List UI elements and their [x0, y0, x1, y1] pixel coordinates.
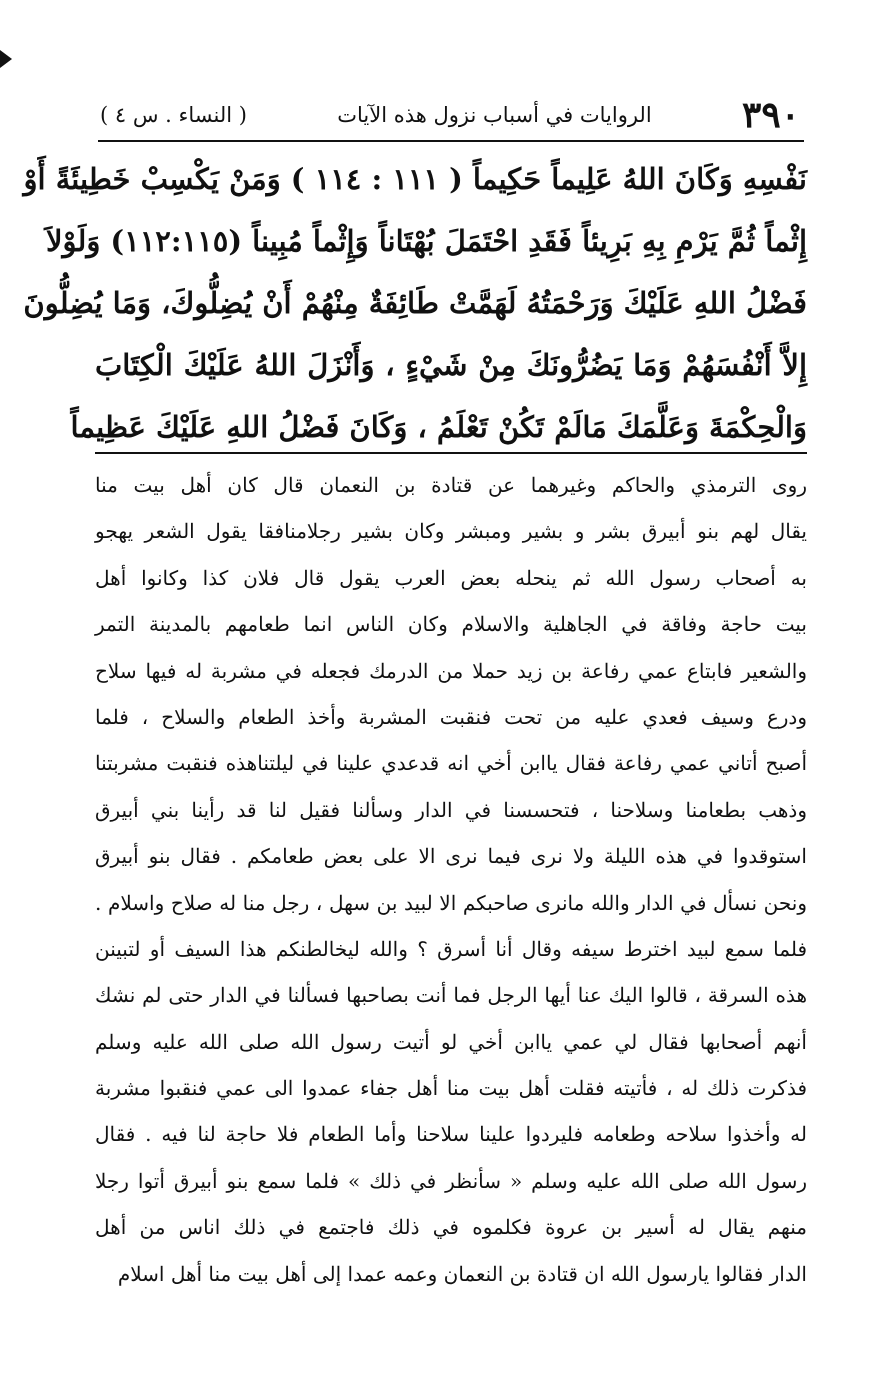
text-line: فذكرت ذلك له ، فأتيته فقلت أهل بيت منا أهل جفاء عمدوا الى عمي فنقبوا مشربة	[95, 1076, 807, 1101]
text-line: الدار فقالوا يارسول الله ان قتادة بن النعمان وعمه عمدا إلى أهل بيت منا أهل اسلام	[117, 1261, 807, 1286]
text-line: يقال لهم بنو أبيرق بشر و بشير ومبشر وكان بشير رجلامنافقا يقول الشعر يهجو	[95, 519, 808, 544]
page-edge-marker	[0, 50, 12, 68]
surah-reference: ( النساء . س ٤ )	[100, 103, 247, 127]
text-line: بيت حاجة وفاقة في الجاهلية والاسلام وكان الناس انما طعامهم بالمدينة التمر	[95, 612, 807, 637]
text-line: ودرع وسيف فعدي عليه من تحت فنقبت المشربة وأخذ الطعام والسلاح ، فلما	[95, 704, 807, 729]
text-line: استوقدوا في هذه الليلة ولا نرى فيما نرى الا على بعض طعامكم . فقال بنو أبيرق	[95, 844, 807, 869]
text-line: فلما سمع لبيد اخترط سيفه وقال أنا أسرق ؟ والله ليخالطنكم هذا السيف أو لتبينن	[95, 936, 807, 961]
text-line: وذهب بطعامنا وسلاحنا ، فتحسسنا في الدار وسألنا فقيل لنا قد رأينا بني أبيرق	[95, 797, 807, 822]
quran-verses	[23, 148, 807, 458]
verse-line: إِثْماً ثُمَّ يَرْمِ بِهِ بَرِيئاً فَقَدِ احْتَمَلَ بُهْتَاناً وَإِثْماً مُبِيناً (١١٢:١١٥) وَلَوْلاَ	[45, 224, 807, 258]
text-line: روى الترمذي والحاكم وغيرهما عن قتادة بن النعمان قال كان أهل بيت منا	[95, 473, 807, 497]
narration-text	[95, 462, 807, 1297]
verse-line: وَالْحِكْمَةَ وَعَلَّمَكَ مَالَمْ تَكُنْ تَعْلَمُ ، وَكَانَ فَضْلُ اللهِ عَلَيْكَ عَظِيماً	[70, 410, 807, 444]
text-line: أنهم أصحابها فقال لي عمي ياابن أخي لو أتيت رسول الله صلى الله عليه وسلم	[95, 1029, 807, 1054]
text-line: له وأخذوا سلاحه وطعامه فليردوا علينا سلاحنا وأما الطعام فلا حاجة لنا فيه . فقال	[95, 1122, 807, 1147]
text-line: هذه السرقة ، قالوا اليك عنا أيها الرجل فما أنت بصاحبها فسألنا في الدار حتى لم نشك	[95, 983, 807, 1008]
text-line: والشعير فابتاع عمي رفاعة بن زيد حملا من الدرمك فجعله في مشربة له فيها سلاح	[95, 658, 807, 683]
text-line: به أصحاب رسول الله ثم ينحله بعض العرب يقول قال فلان كذا وكانوا أهل	[95, 565, 807, 590]
text-line: منهم يقال له أسير بن عروة فكلموه في ذلك فاجتمع في ذلك اناس من أهل	[95, 1215, 807, 1240]
page-number: ٣٩٠	[741, 94, 800, 136]
page-header	[100, 92, 800, 138]
section-divider	[95, 452, 807, 454]
text-line: رسول الله صلى الله عليه وسلم « سأنظر في ذلك » فلما سمع بنو أبيرق أتوا رجلا	[95, 1168, 807, 1193]
header-rule	[98, 140, 804, 142]
running-title: الروايات في أسباب نزول هذه الآيات	[337, 103, 652, 127]
verse-line: فَضْلُ اللهِ عَلَيْكَ وَرَحْمَتُهُ لَهَمَّتْ طَائِفَةٌ مِنْهُمْ أَنْ يُضِلُّوكَ، وَمَا يُضِلُّونَ	[23, 286, 807, 320]
text-line: أصبح أتاني عمي رفاعة فقال ياابن أخي انه قدعدي علينا في ليلتناهذه فنقبت مشربتنا	[95, 751, 807, 776]
verse-line: نَفْسِهِ وَكَانَ اللهُ عَلِيماً حَكِيماً ( ١١١ : ١١٤ ) وَمَنْ يَكْسِبْ خَطِيئَةً أَوْ	[23, 162, 807, 196]
text-line: ونحن نسأل في الدار والله مانرى صاحبكم الا لبيد بن سهل ، رجل منا له صلاح واسلام .	[95, 890, 807, 915]
verse-line: إِلاَّ أَنْفُسَهُمْ وَمَا يَضُرُّونَكَ مِنْ شَيْءٍ ، وَأَنْزَلَ اللهُ عَلَيْكَ الْكِتَابَ	[95, 348, 807, 382]
